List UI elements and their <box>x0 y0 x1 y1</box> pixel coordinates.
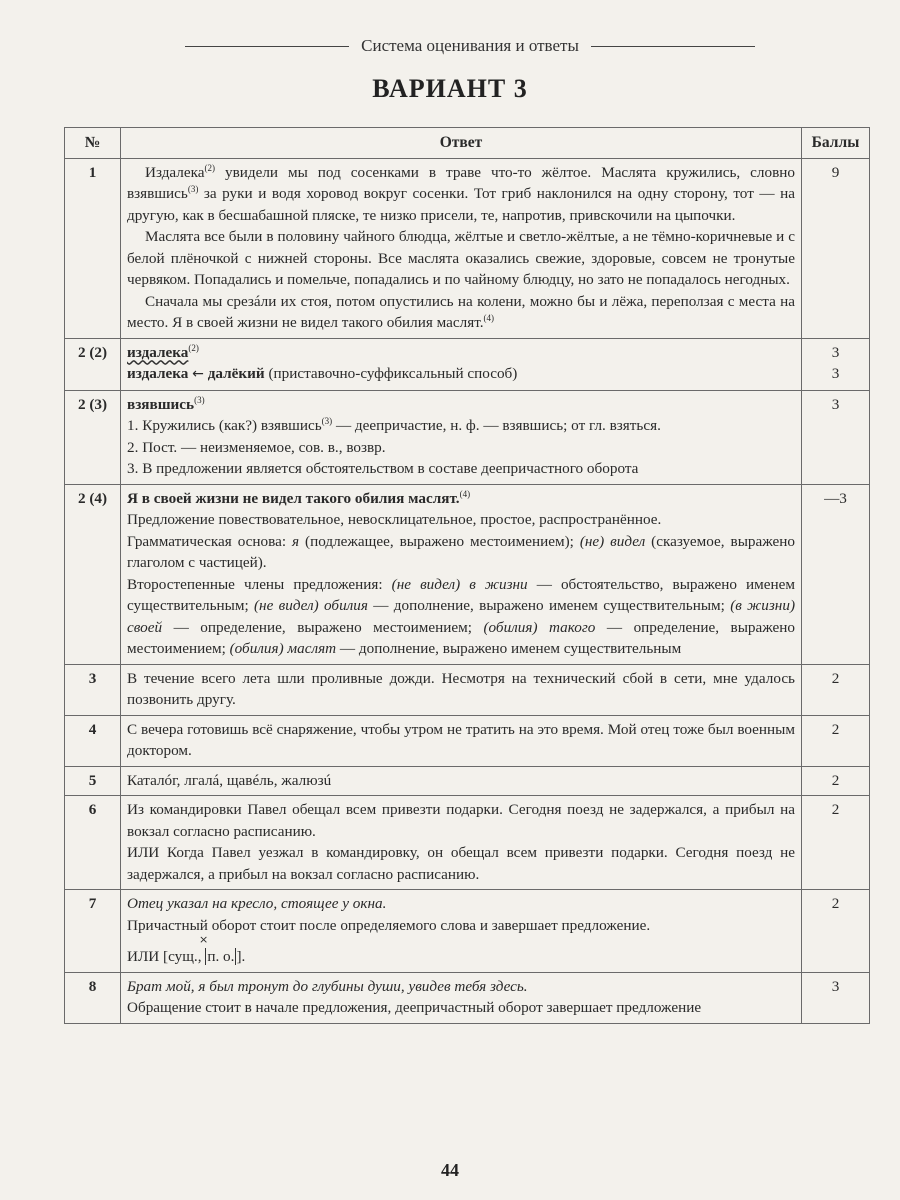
table-row <box>65 158 870 338</box>
running-head-text: Система оценивания и ответы <box>361 36 579 55</box>
header-score: Баллы <box>802 128 870 159</box>
answer-cell: С вечера готовишь всё снаряжение, чтобы утром не тратить на это время. Мой отец тоже был военным доктором. <box>121 715 802 766</box>
parse-line: Предложение повествовательное, невосклицательное, простое, распространённое. <box>127 511 662 528</box>
morpheme-parse: издалека$^{(2)}$ <box>127 342 199 361</box>
score-cell: 3 <box>802 972 870 1023</box>
parse-line: 3. В предложении является обстоятельством в составе деепричастного оборота <box>127 460 639 477</box>
table-row <box>65 484 870 664</box>
page-number: 44 <box>441 1160 459 1180</box>
table-row <box>65 890 870 973</box>
word-derivation: издалека ← далёкий (приставочно-суффиксальный способ) <box>127 365 518 382</box>
task-number: 2 (2) <box>65 338 121 390</box>
answers-table <box>64 127 870 1024</box>
score-cell: 2 <box>802 664 870 715</box>
explanation: Причастный оборот стоит после определяемого слова и завершает предложение. <box>127 916 651 934</box>
answer-cell: Каталóг, лгалá, щавéль, жалюзú <box>121 766 802 796</box>
task-number: 4 <box>65 715 121 766</box>
answer-cell <box>121 890 802 973</box>
parsed-word: издалека <box>127 343 189 361</box>
table-row <box>65 664 870 715</box>
table-row <box>65 390 870 484</box>
cross-mark-icon: × <box>199 933 209 946</box>
answer-cell: В течение всего лета шли проливные дожди. Несмотря на технический сбой в сети, мне удалось позвонить другу. <box>121 664 802 715</box>
task-number: 2 (4) <box>65 484 121 664</box>
table-header-row <box>65 128 870 159</box>
header-num: № <box>65 128 121 159</box>
example-sentence: Брат мой, я был тронут до глубины души, увидев тебя здесь. <box>127 977 528 995</box>
score-cell: 2 <box>802 796 870 890</box>
running-head <box>185 36 755 56</box>
table-row <box>65 766 870 796</box>
text-paragraph: Издалека$^{(2)}$ увидели мы под сосенками в траве что-то жёлтое. Маслята кружились, словно взявшись$^{(3)}$ за руки и водя хоровод вокруг сосенки. Тот гриб наклонился на одну сторону, тот — на другую, как в бесшабашной пляске, те низко присели, те, напротив, привскочили на цыпочки. <box>127 162 795 224</box>
task-number: 5 <box>65 766 121 796</box>
task-number: 2 (3) <box>65 390 121 484</box>
score-cell: 3 <box>802 390 870 484</box>
explanation: Обращение стоит в начале предложения, деепричастный оборот завершает предложение <box>127 999 702 1016</box>
task-number: 1 <box>65 158 121 338</box>
header-answer: Ответ <box>121 128 802 159</box>
score-cell: 2 <box>802 766 870 796</box>
parse-line: 2. Пост. — неизменяемое, сов. в., возвр. <box>127 438 386 456</box>
grammar-basis: Грамматическая основа: я (подлежащее, выражено местоимением); (не) видел (сказуемое, выражено глаголом с частицей). <box>127 532 795 571</box>
answer-cell <box>121 390 802 484</box>
text-paragraph: Маслята все были в половину чайного блюдца, жёлтые и светло-жёлтые, а не тёмно-коричневые и с белой плёночкой с нижней стороны. Все маслята оказались свежие, здоровые, совсем не тронутые червяком. Попадались и помельче, попадались и по чайному блюдцу, но зато не попадалось негодных. <box>127 228 795 288</box>
parsed-word: взявшись$^{(3)}$ <box>127 394 205 413</box>
answer-cell <box>121 484 802 664</box>
header-rule-right <box>591 46 755 47</box>
score-cell: —3 <box>802 484 870 664</box>
task-number: 3 <box>65 664 121 715</box>
header-rule-left <box>185 46 349 47</box>
table-row <box>65 715 870 766</box>
table-row <box>65 972 870 1023</box>
task-number: 7 <box>65 890 121 973</box>
answer-cell <box>121 158 802 338</box>
answer-cell: Из командировки Павел обещал всем привезти подарки. Сегодня поезд не задержался, а прибыл на вокзал согласно расписанию. ИЛИ Когда Павел уезжал в командировку, он обещал всем привезти подарки. Сегодня поезд не задержался, а прибыл на вокзал согласно расписанию. <box>121 796 802 890</box>
score-cell: 3 3 <box>802 338 870 390</box>
task-number: 6 <box>65 796 121 890</box>
secondary-members: Второстепенные члены предложения: (не видел) в жизни — обстоятельство, выражено именем существительным; (не видел) обилия — дополнение, выражено именем существительным; (в жизни) своей — определение, выражено местоимением; (обилия) такого — определение, выражено местоимением; (обилия) маслят — дополнение, выражено именем существительным <box>127 575 796 657</box>
text-paragraph: Сначала мы срезáли их стоя, потом опустились на колени, можно бы и лёжа, переползая с места на место. Я в своей жизни не видел такого обилия маслят.$^{(4)}$ <box>127 292 795 331</box>
parse-line: 1. Кружились (как?) взявшись$^{(3)}$ — деепричастие, н. ф. — взявшись; от гл. взяться. <box>127 415 661 434</box>
answer-cell <box>121 338 802 390</box>
variant-title: ВАРИАНТ 3 <box>372 74 528 103</box>
score-cell: 2 <box>802 715 870 766</box>
score-cell: 9 <box>802 158 870 338</box>
table-row <box>65 796 870 890</box>
example-sentence: Отец указал на кресло, стоящее у окна. <box>127 895 387 912</box>
derivation-arrow-icon: ← <box>192 366 204 382</box>
table-row <box>65 338 870 390</box>
score-cell: 2 <box>802 890 870 973</box>
sentence-scheme: ИЛИ [сущ., п. о. ]. <box>127 948 246 965</box>
parsed-sentence: Я в своей жизни не видел такого обилия маслят.$^{(4)}$ <box>127 488 471 507</box>
answer-cell <box>121 972 802 1023</box>
task-number: 8 <box>65 972 121 1023</box>
